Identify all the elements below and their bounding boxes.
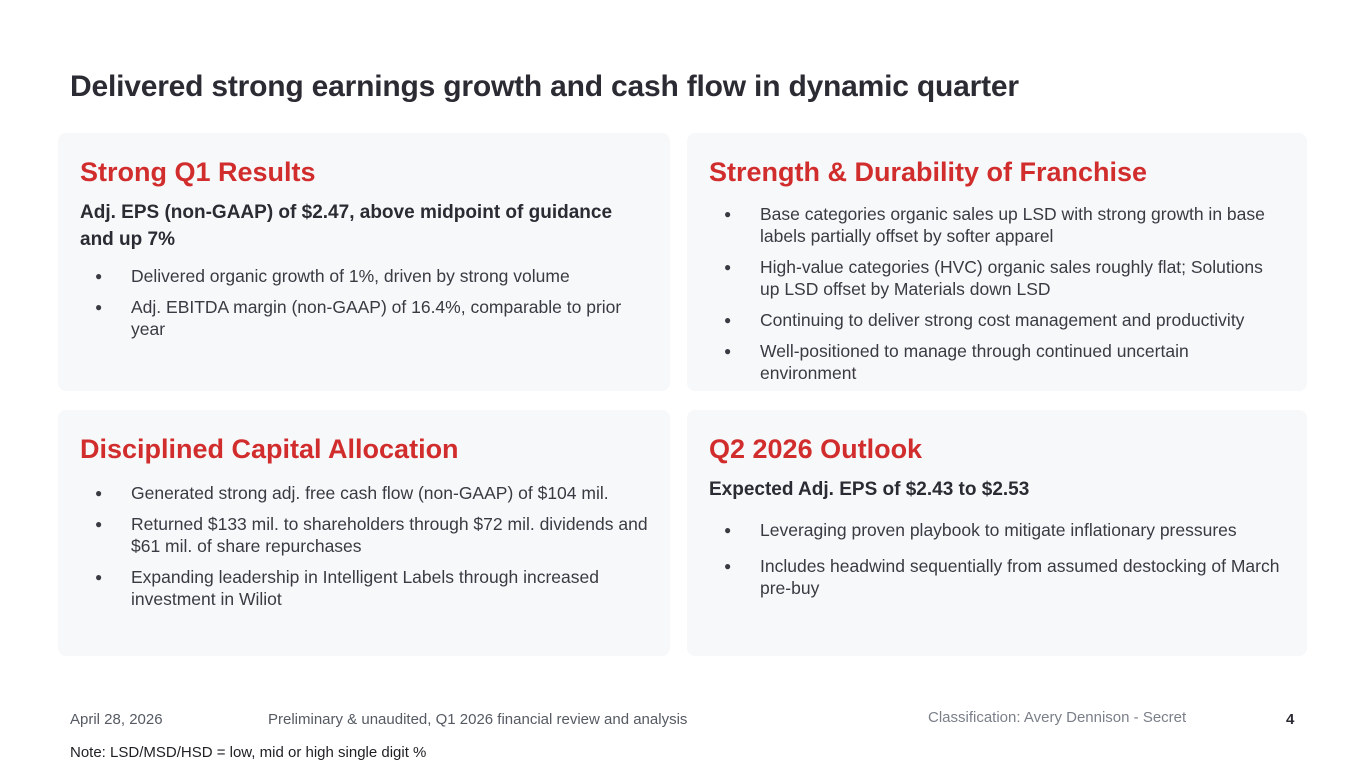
bullet-list bbox=[80, 265, 648, 340]
bullet-item: ● Adj. EBITDA margin (non-GAAP) of 16.4%, comparable to prior year bbox=[80, 296, 648, 340]
bullet-item: ● Returned $133 mil. to shareholders through $72 mil. dividends and $61 mil. of share repurchases bbox=[80, 513, 648, 557]
card-heading: Q2 2026 Outlook bbox=[709, 434, 923, 464]
bullet-list bbox=[80, 482, 648, 610]
bullet-list bbox=[709, 519, 1285, 599]
bullet-list bbox=[709, 203, 1285, 384]
card-capital-allocation bbox=[58, 410, 670, 656]
page-number: 4 bbox=[1286, 711, 1295, 728]
card-heading: Strength & Durability of Franchise bbox=[709, 157, 1148, 187]
bullet-item: ● Includes headwind sequentially from assumed destocking of March pre-buy bbox=[709, 555, 1285, 599]
card-strong-q1-results bbox=[58, 133, 670, 391]
bullet-item: ● Well-positioned to manage through continued uncertain environment bbox=[709, 340, 1285, 384]
footer-date: April 28, 2026 bbox=[70, 711, 163, 728]
bullet-item: ● Delivered organic growth of 1%, driven by strong volume bbox=[80, 265, 648, 287]
page-title: Delivered strong earnings growth and cash flow in dynamic quarter bbox=[70, 70, 1019, 103]
bullet-item: ● Expanding leadership in Intelligent Labels through increased investment in Wiliot bbox=[80, 566, 648, 610]
bullet-item: ● Generated strong adj. free cash flow (non-GAAP) of $104 mil. bbox=[80, 482, 648, 504]
footer-description: Preliminary & unaudited, Q1 2026 financial review and analysis bbox=[268, 711, 688, 728]
footer-classification: Classification: Avery Dennison - Secret bbox=[928, 709, 1187, 726]
bullet-item: ● High-value categories (HVC) organic sales roughly flat; Solutions up LSD offset by Materials down LSD bbox=[709, 256, 1285, 300]
footnote: Note: LSD/MSD/HSD = low, mid or high single digit % bbox=[70, 744, 427, 761]
bullet-item: ● Base categories organic sales up LSD with strong growth in base labels partially offset by softer apparel bbox=[709, 203, 1285, 247]
card-strength-durability bbox=[687, 133, 1307, 391]
bullet-item: ● Continuing to deliver strong cost management and productivity bbox=[709, 309, 1285, 331]
card-heading: Disciplined Capital Allocation bbox=[80, 434, 459, 464]
card-q2-outlook bbox=[687, 410, 1307, 656]
card-subheading: Adj. EPS (non-GAAP) of $2.47, above midpoint of guidance and up 7% bbox=[80, 202, 613, 250]
bullet-item: ● Leveraging proven playbook to mitigate inflationary pressures bbox=[709, 519, 1285, 541]
card-heading: Strong Q1 Results bbox=[80, 157, 316, 187]
card-subheading: Expected Adj. EPS of $2.43 to $2.53 bbox=[709, 479, 1030, 500]
